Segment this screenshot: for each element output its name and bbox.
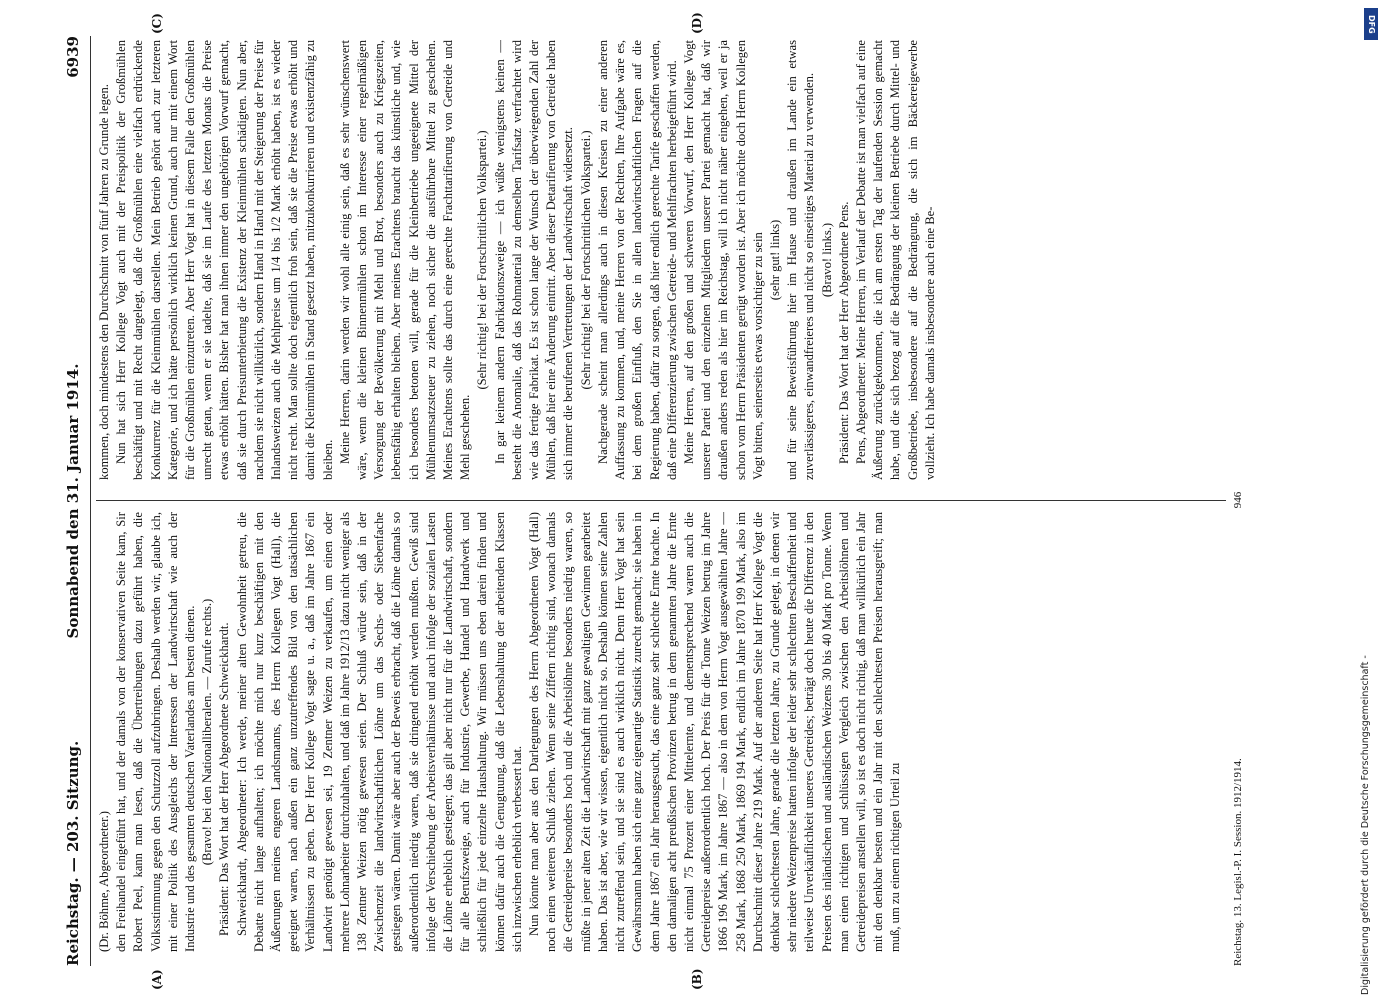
margin-marker-b: (B) — [690, 968, 704, 990]
column-divider — [96, 500, 1226, 501]
digitization-credit: Digitalisierung gefördert durch die Deutsche Forschungsgemeinschaft - — [1360, 655, 1371, 995]
paragraph: Nun könnte man aber aus den Darlegungen des Herrn Abgeordneten Vogt (Hall) noch einen weiteren Schluß ziehen. Wenn seine Ziffern richtig sind, wonach damals die Getreidepreise besonders hoch und die Arbeitslöhne besonders niedrig waren, so müßte in jener alten Zeit die Landwirtschaft mit ganz gewaltigen Gewinnen gearbeitet haben. Das ist aber, wie wir wissen, eigentlich nicht so. Deshalb können seine Zahlen nicht zutreffend sein, und sie sind es auch wirklich nicht. Denn Herr Vogt hat sein Gewährsmann haben sich eine ganz eigenartige Statistik zurecht gemacht; sie haben in dem Jahre 1867 ein Jahr herausgesucht, das eine ganz sehr schlechte Ernte brachte. In den damaligen acht preußischen Provinzen betrug in dem genannten Jahre die Ernte nicht einmal 75 Prozent einer Mittelernte, und dementsprechend waren auch die Getreidepreise außerordentlich hoch. Der Preis für die Tonne Weizen betrug im Jahre 1866 196 Mark, im Jahre 1867 — also in dem von Herrn Vogt ausgewählten Jahre — 258 Mark, 1868 250 Mark, 1869 194 Mark, endlich im Jahre 1870 199 Mark, also im Durchschnitt dieser Jahre 219 Mark. Auf der anderen Seite hat Herr Kollege Vogt die denkbar schlechtesten Jahre, gerade die letzten Jahre, zu Grunde gelegt, in denen wir sehr niedere Weizenpreise hatten infolge der leider sehr schlechten Beschaffenheit und teilweise Unverkäuflichkeit unseres Getreides; beträgt doch heute die Differenz in den Preisen des inländischen und ausländischen Weizens 30 bis 40 Mark pro Tonne. Wenn man einen richtigen und schlüssigen Vergleich zwischen den Arbeitslöhnen und Getreidepreisen anstellen will, so ist es doch nicht richtig, daß man willkürlich ein Jahr mit den denkbar besten und ein Jahr mit den schlechtesten Preisen herausgreift; man muß, um zu einem richtigen Urteil zu — [527, 512, 903, 952]
footer-page-number: 946 — [1232, 491, 1244, 509]
paragraph: kommen, doch mindestens den Durchschnitt von fünf Jahren zu Grunde legen. — [97, 84, 111, 480]
paragraph: Nun hat sich Herr Kollege Vogt auch mit der Preispolitik der Großmühlen beschäftigt und mit Recht dargelegt, daß die Großmühlen eine vielfach erdrückende Konkurrenz für die Kleinmühlen darstellen. Mein Betrieb gehört auch zur letzteren Kategorie, und ich hätte persönlich wirklich keinen Grund, auch nur mit einem Wort für die Großmühlen einzutreten. Aber Herr Vogt hat in diesem Falle den Großmühlen unrecht getan, wenn er sie tadelte, daß sie im Laufe des letzten Monats die Preise etwas erhöht hätten. Bisher hat man ihnen immer den ungehörigen Vorwurf gemacht, daß sie durch Preisunterbietung die Existenz der Kleinmühlen schädigten. Nun aber, nachdem sie nicht willkürlich, sondern Hand in Hand mit der Steigerung der Preise für Inlandsweizen auch die Mehlpreise um 1/4 bis 1/2 Mark erhöht haben, ist es wieder nicht recht. Man sollte doch eigentlich froh sein, daß sie die Preise etwas erhöht und damit die Kleinmühlen in Stand gesetzt haben, mitzukonkurrieren und existenzfähig zu bleiben. — [114, 40, 335, 480]
interjection: (Sehr richtig! bei der Fortschrittlichen Volkspartei.) — [475, 130, 490, 390]
paragraph: In gar keinem andern Fabrikationszweige — ich wüßte wenigstens keinen — besteht die Anomalie, daß das Rohmaterial zu demselben Tarifsatz verfrachtet wird wie das fertige Fabrikat. Es ist schon lange der Wunsch der überwiegenden Zahl der Mühlen, daß hier eine Änderung eintritt. Aber dieser Detarifierung von Getreide haben sich immer die berufenen Vertretungen der Landwirtschaft widersetzt. — [492, 40, 576, 480]
left-column — [96, 512, 1226, 952]
header-session: Reichstag. — 203. Sitzung. — [64, 740, 82, 966]
president-remark: Präsident: Das Wort hat der Herr Abgeordnete Pens. — [836, 201, 851, 464]
margin-marker-c: (C) — [150, 13, 164, 34]
paragraph: den Freihandel eingeführt hat, und der damals von der konservativen Seite kam, Sir Robert Peel, kann man lesen, daß die Übertreibungen dazu geführt haben, die Volksstimmung gegen den Schutzzoll aufzubringen. Deshalb werden wir, glaube ich, mit einer Politik des Ausgleichs der Interessen der Landwirtschaft wie auch der Industrie und des gesamten deutschen Vaterlandes am besten dienen. — [114, 512, 198, 952]
interjection: (Bravo! bei den Nationalliberalen. — Zurufe rechts.) — [200, 598, 215, 866]
margin-marker-d: (D) — [690, 12, 704, 34]
president-remark: Präsident: Das Wort hat der Herr Abgeordnete Schweickhardt. — [217, 622, 232, 936]
header-rule — [90, 36, 91, 966]
interjection: (Sehr richtig! bei der Fortschrittlichen Volkspartei.) — [578, 130, 593, 390]
header-page-number: 6939 — [64, 36, 82, 78]
dfg-logo: DFG — [1364, 8, 1378, 40]
interjection: (Bravo! links.) — [819, 222, 834, 298]
paragraph: Schweickhardt, Abgeordneter: Ich werde, meiner alten Gewohnheit getreu, die Debatte nicht lange aufhalten; ich möchte mich nur kurz beschäftigen mit den Äußerungen meines engeren Landsmanns, des Herrn Kollegen Vogt (Hall), die geeignet waren, nach außen ein ganz unzutreffendes Bild von den tatsächlichen Verhältnissen zu geben. Der Herr Kollege Vogt sagte u. a., daß im Jahre 1867 ein Landwirt genötigt gewesen sei, 19 Zentner Weizen zu verkaufen, um einen oder mehrere Lohnarbeiter durchzuhalten, und daß im Jahre 1912/13 dazu nicht weniger als 138 Zentner Weizen nötig gewesen seien. Der Schluß würde sein, daß in der Zwischenzeit die landwirtschaftlichen Löhne um das Sechs- oder Siebenfache gestiegen wären. Damit wäre aber auch der Beweis erbracht, daß die Löhne damals so außerordentlich niedrig waren, daß sie dringend erhöht werden mußten. Gewiß sind infolge der Verschiebung der Arbeitsverhältnisse und auch infolge der sozialen Lasten die Löhne erheblich gestiegen; das gilt aber nicht nur für die Landwirtschaft, sondern für alle Berufszweige, auch für Industrie, Gewerbe, Handel und Handwerk und schließlich für jede einzelne Haushaltung. Wir müssen uns eben darein finden und können dafür auch die Genugtuung, daß die Lebenshaltung der arbeitenden Klassen sich inzwischen erheblich verbessert hat. — [234, 512, 524, 952]
paragraph: Meine Herren, darin werden wir wohl alle einig sein, daß es sehr wünschenswert wäre, wenn die kleinen Binnenmühlen schon im Interesse einer regelmäßigen Versorgung der Bevölkerung mit Mehl und Brot, besonders auch zu Kriegszeiten, lebensfähig erhalten bleiben. Aber meines Erachtens braucht das künstliche und, wie ich besonders betonen will, gerade für die Kleinbetriebe ungeeignete Mittel der Mühlenumsatzsteuer zu ziehen, noch sicher die ausführbare Mittel zu geschehen. Meines Erachtens sollte das durch eine gerechte Frachttarifierung von Getreide und Mehl geschehen. — [337, 40, 473, 480]
paragraph: und für seine Beweisführung hier im Hause und draußen im Lande ein etwas zuverlässigeres, einwandfreieres und nicht so einseitiges Material zu verwenden. — [785, 40, 817, 480]
paragraph: Meine Herren, auf den großen und schweren Vorwurf, den Herr Kollege Vogt unserer Partei und den einzelnen Mitgliedern unserer Partei gemacht hat, daß wir draußen anders reden als hier im Reichstag, will ich nicht näher eingehen, weil er ja schon vom Herrn Präsidenten gerügt worden ist. Aber ich möchte doch Herrn Kollegen Vogt bitten, seinerseits etwas vorsichtiger zu sein — [681, 40, 765, 480]
paragraph: Nachgerade scheint man allerdings auch in diesen Kreisen zu einer anderen Auffassung zu kommen, und, meine Herren von der Rechten, Ihre Aufgabe wäre es, bei dem großen Einfluß, den Sie in allen landwirtschaftlichen Fragen auf die Regierung haben, dafür zu sorgen, daß hier endlich gerechte Tarife geschaffen werden, daß eine Differenzierung zwischen Getreide- und Mehlfrachten herbeigeführt wird. — [595, 40, 679, 480]
header-date: Sonnabend den 31. Januar 1914. — [64, 363, 82, 639]
footer-session-info: Reichstag. 13. Legisl.-P. I. Session. 1912/1914. — [1232, 758, 1244, 966]
page-header — [58, 36, 90, 966]
margin-marker-a: (A) — [150, 969, 164, 990]
right-column — [96, 40, 1226, 480]
interjection: (sehr gut! links) — [767, 219, 782, 301]
paragraph: Pens, Abgeordneter: Meine Herren, im Verlauf der Debatte ist man vielfach auf eine Äußerung zurückgekommen, die ich am ersten Tag der laufenden Session gemacht habe, und die sich bezog auf die Bedrängung der kleinen Betriebe durch Mittel- und Großbetriebe, insbesondere auf die Bedrängung, die sich im Bäckereigewerbe vollzieht. Ich habe damals insbesondere auch eine Be- — [853, 40, 937, 480]
speaker-continuation: (Dr. Böhme, Abgeordneter.) — [97, 811, 111, 952]
